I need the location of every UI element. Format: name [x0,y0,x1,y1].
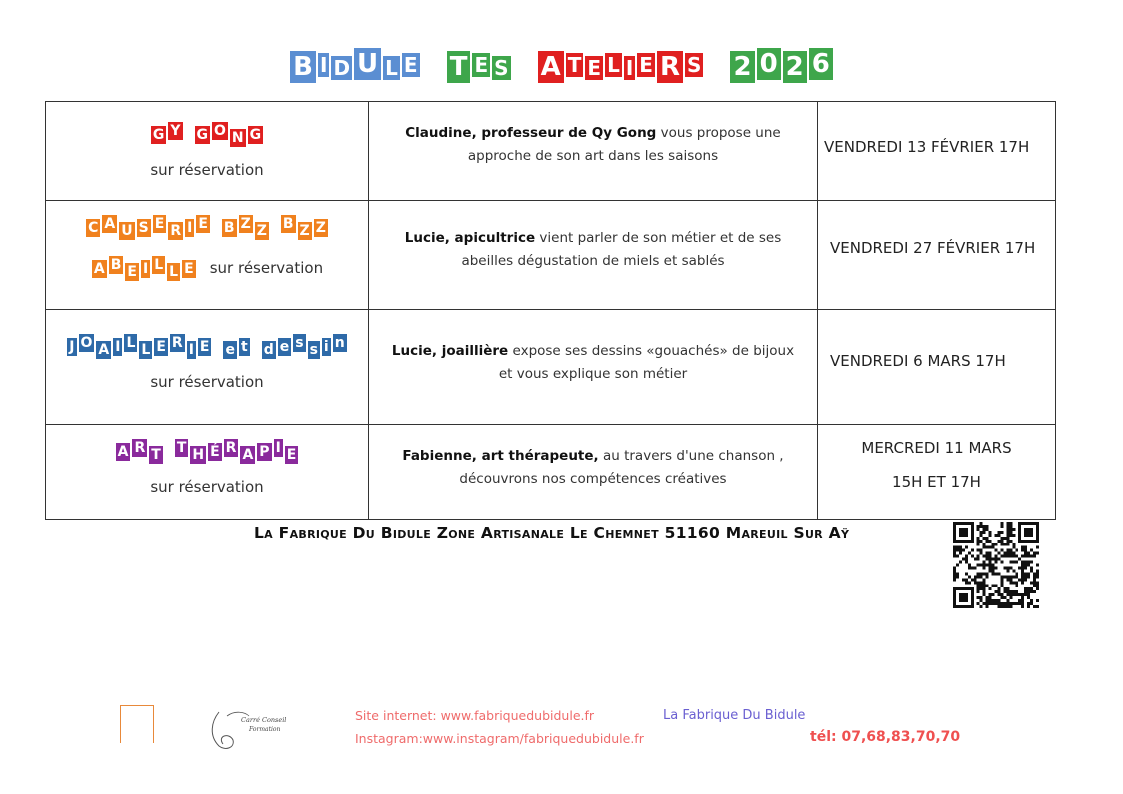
activity-letter-tile: J [69,338,75,355]
activity-letter-tile: A [93,260,105,277]
reservation-note: sur réservation [150,373,264,391]
instagram-text: Instagram:www.instagram/fabriquedubidule.fr [355,731,644,746]
workshop-date: VENDREDI 13 FÉVRIER 17H [824,138,1030,156]
activity-letter-tile: H [192,447,205,463]
activity-letter-tile: C [88,219,99,236]
activity-letter-tile: E [286,447,297,463]
title-letter-tile: 2 [783,51,807,83]
workshop-description [369,310,817,386]
activity-cell [46,201,369,310]
table-row [46,310,1056,425]
activity-letter-tile: G [196,126,208,143]
title-letter-tile: E [587,56,602,80]
qr-code-icon [952,522,1040,608]
title-word-ateliers [537,51,705,83]
activity-letter-tile: i [323,338,329,355]
activity-letter-tile: L [169,264,179,280]
date-cell [818,425,1056,520]
table-row [46,201,1056,310]
date-cell [818,310,1056,425]
activity-cell [46,310,369,425]
presenter-name: Fabienne, art thérapeute, [402,448,599,464]
activity-letter-tile: E [156,338,166,355]
activity-letter-tile: N [231,130,244,146]
description-cell [369,201,818,310]
title-word-bidule [289,48,420,83]
title-letter-tile: T [447,51,471,83]
date-cell [818,201,1056,310]
table-row [46,425,1056,520]
activity-letter-tile: e [225,342,235,358]
activity-letter-tile: A [242,447,254,463]
activity-letter-tile: n [334,335,345,351]
activity-letter-tile: B [223,219,235,236]
organization-name: La Fabrique Du Bidule [663,708,806,723]
title-letter-tile: 2 [730,51,754,83]
title-letter-tile: A [538,51,564,83]
title-letter-tile: 0 [757,48,781,80]
activity-letter-tile: E [198,216,208,232]
workshop-date: VENDREDI 27 FÉVRIER 17H [830,239,1036,257]
date-cell [818,102,1056,201]
description-text: au travers d'une chanson , découvrons nos compétences créatives [459,448,784,487]
activity-letter-tile: P [259,443,270,460]
title-letter-tile: S [686,53,702,77]
title-letter-tile: 6 [809,48,833,80]
workshop-date-line1: MERCREDI 11 MARS [861,439,1012,457]
activity-letter-tile: G [152,126,165,143]
activity-letter-tile: Z [256,223,267,239]
activity-cell [46,102,369,201]
activity-letter-tile: R [225,440,237,456]
activity-letter-tile: s [295,335,304,351]
title-letter-tile: S [494,56,509,80]
workshop-date: VENDREDI 6 MARS 17H [830,352,1006,370]
reservation-note: sur réservation [209,259,324,277]
activity-letter-tile: A [117,443,129,460]
activity-title [46,439,368,464]
title-letter-tile: D [333,56,351,80]
activity-letter-tile: d [263,342,274,358]
title-letter-tile: U [354,48,381,80]
activity-letter-tile: I [115,338,121,355]
activity-letter-tile: É [210,443,220,460]
activity-letter-tile: e [279,338,290,355]
activity-letter-tile: U [121,223,133,239]
address: La Fabrique Du Bidule Zone Artisanale Le Chemnet 51160 Mareuil Sur Aÿ [254,524,850,542]
workshop-date-line2: 15H ET 17H [892,473,981,491]
activity-letter-tile: R [170,223,182,239]
activity-letter-tile: I [188,342,194,358]
title-letter-tile: L [385,56,398,80]
description-text: vient parler de son métier et de ses abeilles dégustation de miels et sablés [461,230,782,269]
activity-letter-tile: G [249,126,262,143]
description-cell [369,425,818,520]
activity-letter-tile: E [154,216,165,232]
activity-letter-tile: E [184,260,194,277]
title-letter-tile: E [474,53,489,77]
activity-title-line2 [46,256,368,281]
activity-letter-tile: I [143,260,149,277]
presenter-name: Claudine, professeur de Qy Gong [405,125,657,141]
description-text: vous propose une approche de son art dans les saisons [467,125,781,164]
signature-logo [205,702,295,754]
title-letter-tile: I [625,56,634,80]
activity-letter-tile: Z [299,223,310,239]
activity-letter-tile: T [176,440,187,456]
activity-letter-tile: O [80,335,93,351]
poster-title [0,48,1123,83]
activity-letter-tile: I [187,219,193,236]
activity-letter-tile: Y [170,123,181,139]
presenter-name: Lucie, joaillière [391,343,509,359]
title-letter-tile: E [403,53,418,77]
presenter-name: Lucie, apicultrice [404,230,536,246]
activity-letter-tile: E [199,338,210,355]
description-cell [369,310,818,425]
activity-letter-tile: L [141,342,151,358]
activity-letter-tile: Z [315,219,326,236]
table-row [46,102,1056,201]
title-letter-tile: I [319,53,328,77]
activity-letter-tile: Z [240,216,251,232]
workshop-description [369,102,817,168]
activity-letter-tile: S [138,219,149,236]
title-word-tes [446,51,512,83]
title-letter-tile: L [607,53,620,77]
workshops-table [45,101,1056,520]
description-cell [369,102,818,201]
activity-letter-tile: E [127,264,137,280]
activity-letter-tile: T [151,447,161,463]
activity-letter-tile: t [240,338,248,355]
reservation-note: sur réservation [150,161,264,179]
activity-letter-tile: L [154,257,164,273]
workshop-description [369,201,817,273]
activity-title-abeille [91,257,197,280]
title-letter-tile: T [567,53,582,77]
activity-letter-tile: I [275,440,281,456]
svg-text:Carré Conseil: Carré Conseil [241,716,287,724]
svg-text:Formation: Formation [249,726,281,733]
activity-letter-tile: L [126,335,136,351]
title-letter-tile: B [290,51,316,83]
workshop-description [369,425,817,491]
title-letter-tile: R [657,51,683,83]
title-letter-tile: E [639,53,653,77]
website-text: Site internet: www.fabriquedubidule.fr [355,708,595,723]
activity-letter-tile: O [214,123,226,139]
activity-letter-tile: A [104,216,116,232]
phone-number: tél: 07,68,83,70,70 [810,729,961,745]
logo-frame-icon [120,705,154,743]
description-text: expose ses dessins «gouachés» de bijoux et vous explique son métier [498,343,795,382]
title-word-year [729,48,833,83]
activity-title [46,122,368,147]
activity-letter-tile: R [171,335,183,351]
activity-cell [46,425,369,520]
activity-letter-tile: B [110,257,122,273]
activity-letter-tile: B [282,216,294,232]
activity-letter-tile: A [98,342,110,358]
activity-title [46,215,368,240]
activity-letter-tile: R [134,440,146,456]
activity-letter-tile: s [309,342,318,358]
reservation-note: sur réservation [150,478,264,496]
workshop-date [818,425,1055,499]
activity-title [46,334,368,359]
